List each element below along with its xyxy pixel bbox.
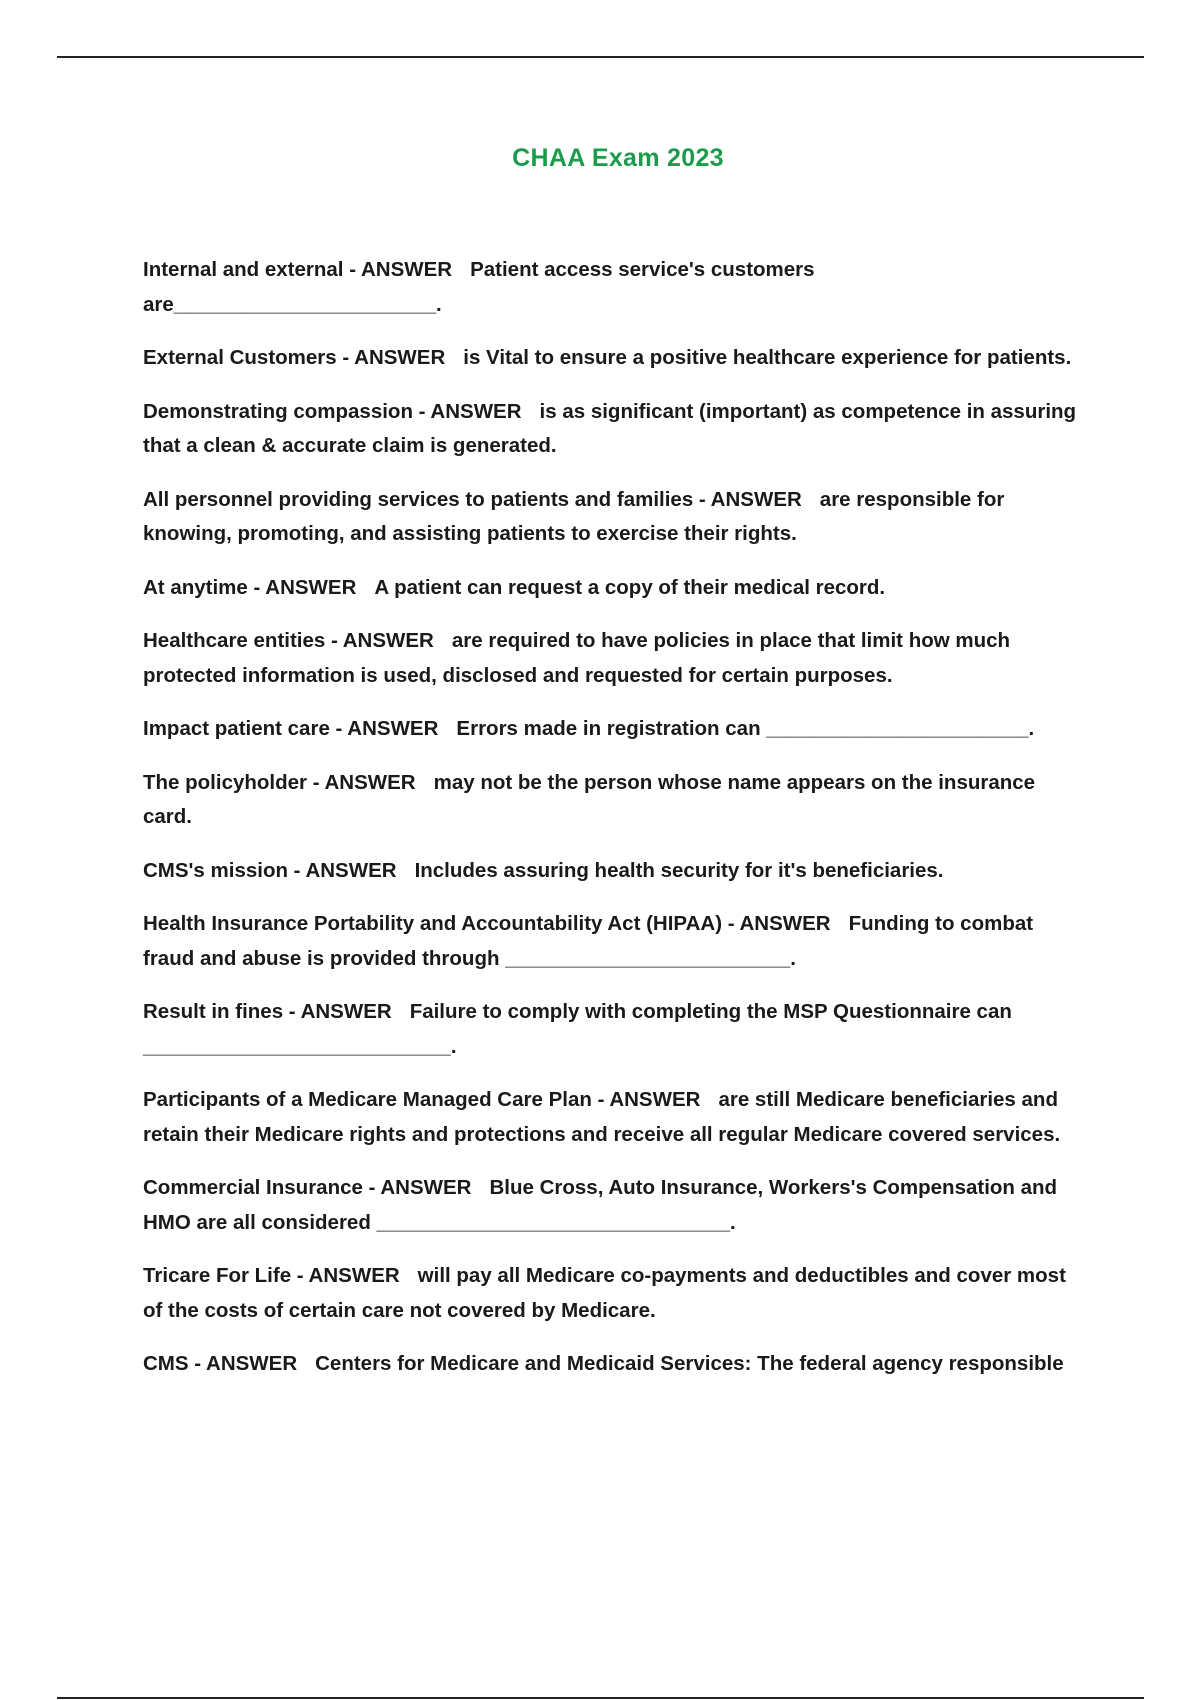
answer-term: Tricare For Life - ANSWER — [143, 1264, 400, 1287]
top-rule — [57, 56, 1144, 58]
question-text: may not be the person whose name appears on the insurance card. — [143, 770, 1036, 828]
answer-term: CMS's mission - ANSWER — [143, 858, 397, 882]
qa-item — [143, 253, 1088, 322]
answer-term: CMS - ANSWER — [143, 1352, 298, 1375]
answer-term: Participants of a Medicare Managed Care Plan - ANSWER — [143, 1088, 701, 1111]
question-text: A patient can request a copy of their medical record. — [374, 575, 886, 599]
qa-item — [143, 907, 1088, 976]
qa-item — [143, 1347, 1088, 1382]
qa-item — [143, 341, 1088, 376]
answer-term: External Customers - ANSWER — [143, 346, 446, 369]
question-text: Funding to combat fraud and abuse is provided through _________________________. — [143, 912, 1034, 970]
question-text: Patient access service's customers are_______________________. — [143, 258, 815, 316]
bottom-rule — [57, 1697, 1144, 1699]
document-title: CHAA Exam 2023 — [512, 144, 724, 172]
question-text: Failure to comply with completing the MSP Questionnaire can ___________________________. — [143, 1000, 1012, 1058]
question-text: Errors made in registration can _______________________. — [456, 717, 1035, 740]
answer-term: Internal and external - ANSWER — [143, 258, 453, 281]
answer-term: Impact patient care - ANSWER — [143, 717, 439, 740]
question-text: are still Medicare beneficiaries and retain their Medicare rights and protections and receive all regular Medicare covered services. — [143, 1088, 1061, 1146]
qa-item — [143, 766, 1088, 835]
answer-term: At anytime - ANSWER — [143, 575, 357, 599]
answer-term: Commercial Insurance - ANSWER — [143, 1176, 472, 1199]
question-text: is as significant (important) as competence in assuring that a clean & accurate claim is generated. — [143, 399, 1077, 457]
qa-item — [143, 1171, 1088, 1240]
qa-item — [143, 1083, 1088, 1152]
question-text: Includes assuring health security for it's beneficiaries. — [414, 858, 944, 882]
question-text: will pay all Medicare co-payments and deductibles and cover most of the costs of certain care not covered by Medicare. — [143, 1264, 1066, 1322]
qa-item — [143, 712, 1088, 747]
answer-term: All personnel providing services to patients and families - ANSWER — [143, 487, 802, 511]
qa-item — [143, 854, 1088, 889]
question-text: Centers for Medicare and Medicaid Services: The federal agency responsible — [315, 1352, 1064, 1375]
question-list — [143, 253, 1088, 1401]
answer-term: Healthcare entities - ANSWER — [143, 629, 434, 652]
qa-item — [143, 395, 1088, 464]
answer-term: Demonstrating compassion - ANSWER — [143, 399, 522, 423]
question-text: are required to have policies in place that limit how much protected information is used, disclosed and requested for certain purposes. — [143, 629, 1011, 687]
qa-item — [143, 995, 1088, 1064]
qa-item — [143, 1259, 1088, 1328]
answer-term: Result in fines - ANSWER — [143, 1000, 392, 1023]
question-text: are responsible for knowing, promoting, and assisting patients to exercise their rights. — [143, 487, 1005, 545]
qa-item — [143, 483, 1088, 552]
qa-item — [143, 571, 1088, 606]
question-text: Blue Cross, Auto Insurance, Workers's Compensation and HMO are all considered _______________________________. — [143, 1176, 1058, 1234]
answer-term: The policyholder - ANSWER — [143, 770, 416, 794]
qa-item — [143, 624, 1088, 693]
question-text: is Vital to ensure a positive healthcare experience for patients. — [463, 346, 1072, 369]
answer-term: Health Insurance Portability and Accountability Act (HIPAA) - ANSWER — [143, 912, 831, 935]
